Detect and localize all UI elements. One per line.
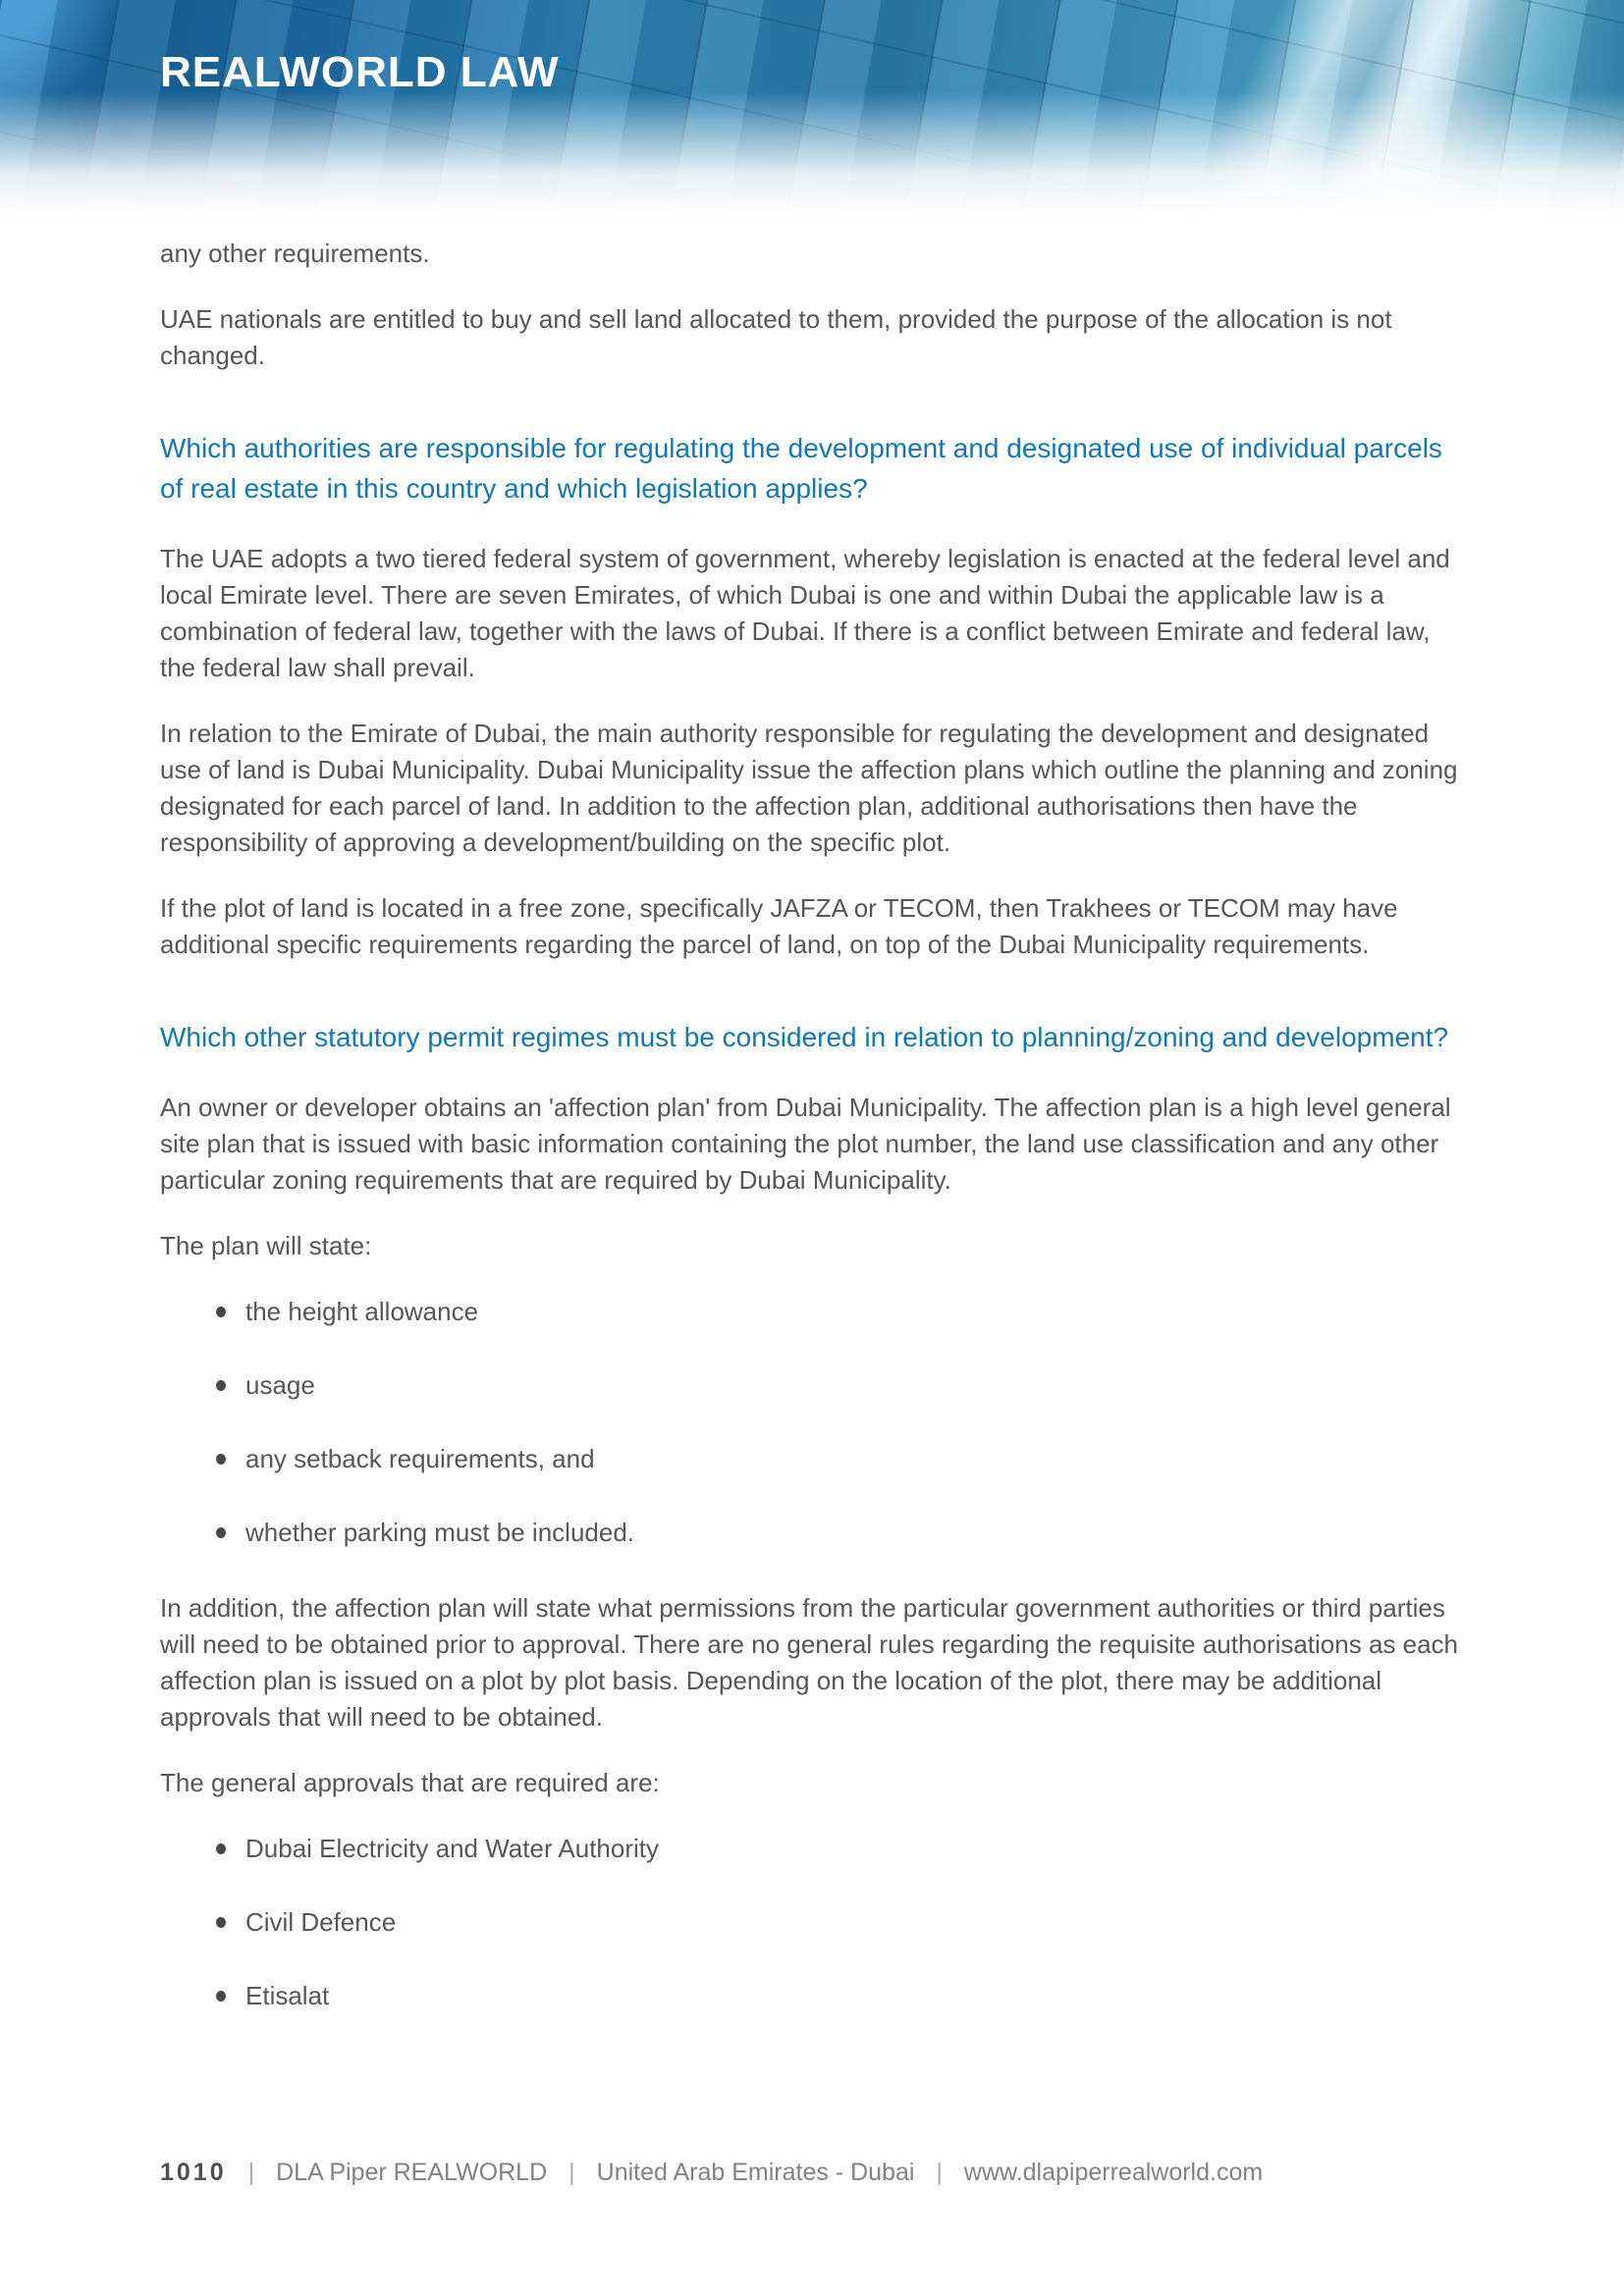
list-item-label: any setback requirements, and [245, 1444, 595, 1473]
paragraph: If the plot of land is located in a free zone, specifically JAFZA or TECOM, then Trakhees or TECOM may have additional specific requirements regarding the parcel of land, on top of the Dubai Municipality requirements. [160, 893, 1398, 959]
list-item [216, 1831, 1467, 1867]
bullet-list [160, 1294, 1467, 1551]
page-number: 1010 [160, 2159, 227, 2186]
list-item [216, 1441, 1467, 1477]
paragraph: any other requirements. [160, 239, 430, 268]
list-item [216, 1515, 1467, 1551]
list-item [216, 1367, 1467, 1404]
paragraph: The UAE adopts a two tiered federal system of government, whereby legislation is enacted at the federal level and local Emirate level. There are seven Emirates, of which Dubai is one and within Dubai the applicable law is a combination of federal law, together with the laws of Dubai. If there is a conflict between Emirate and federal law, the federal law shall prevail. [160, 544, 1450, 682]
bullet-list [160, 1831, 1467, 2014]
list-item-label: Etisalat [245, 1981, 330, 2010]
paragraph: UAE nationals are entitled to buy and sell land allocated to them, provided the purpose of the allocation is not changed. [160, 304, 1392, 370]
question-heading: Which other statutory permit regimes must be considered in relation to planning/zoning and development? [160, 1022, 1449, 1052]
bullet-icon [216, 1380, 226, 1391]
footer-item: United Arab Emirates - Dubai [596, 2159, 915, 2186]
footer-separator: | [936, 2159, 943, 2186]
paragraph: In addition, the affection plan will state what permissions from the particular government authorities or third parties will need to be obtained prior to approval. There are no general rules regarding the requisite authorisations as each affection plan is issued on a plot by plot basis. Depending on the location of the plot, there may be additional approvals that will need to be obtained. [160, 1593, 1459, 1732]
paragraph: An owner or developer obtains an 'affection plan' from Dubai Municipality. The affection plan is a high level general site plan that is issued with basic information containing the plot number, the land use classification and any other particular zoning requirements that are required by Dubai Municipality. [160, 1093, 1451, 1195]
list-item-label: Dubai Electricity and Water Authority [245, 1834, 659, 1863]
list-item-label: Civil Defence [245, 1907, 397, 1937]
brand-title: REALWORLD LAW [160, 48, 560, 96]
bullet-icon [216, 1843, 226, 1854]
paragraph: The plan will state: [160, 1231, 372, 1260]
paragraph: In relation to the Emirate of Dubai, the main authority responsible for regulating the development and designated use of land is Dubai Municipality. Dubai Municipality issue the affection plans which outline the planning and zoning designated for each parcel of land. In addition to the affection plan, additional authorisations then have the responsibility of approving a development/building on the specific plot. [160, 719, 1458, 857]
footer-item: DLA Piper REALWORLD [276, 2159, 548, 2186]
bullet-icon [216, 1307, 226, 1317]
paragraph: The general approvals that are required are: [160, 1768, 660, 1797]
question-heading: Which authorities are responsible for regulating the development and designated use of individual parcels of real estate in this country and which legislation applies? [160, 433, 1442, 504]
list-item [216, 1294, 1467, 1330]
bullet-icon [216, 1991, 226, 2002]
list-item-label: usage [245, 1370, 315, 1400]
list-item [216, 1978, 1467, 2014]
document-body [0, 230, 1624, 2014]
list-item-label: the height allowance [245, 1297, 479, 1326]
list-item [216, 1904, 1467, 1941]
bullet-icon [216, 1454, 226, 1465]
footer-separator: | [247, 2159, 255, 2186]
footer-items [227, 2157, 1264, 2188]
footer-separator: | [568, 2159, 575, 2186]
page-footer [160, 2157, 1263, 2188]
list-item-label: whether parking must be included. [245, 1518, 635, 1547]
bullet-icon [216, 1527, 226, 1538]
bullet-icon [216, 1917, 226, 1928]
footer-item: www.dlapiperrealworld.com [963, 2159, 1264, 2186]
hero-banner [0, 0, 1624, 230]
